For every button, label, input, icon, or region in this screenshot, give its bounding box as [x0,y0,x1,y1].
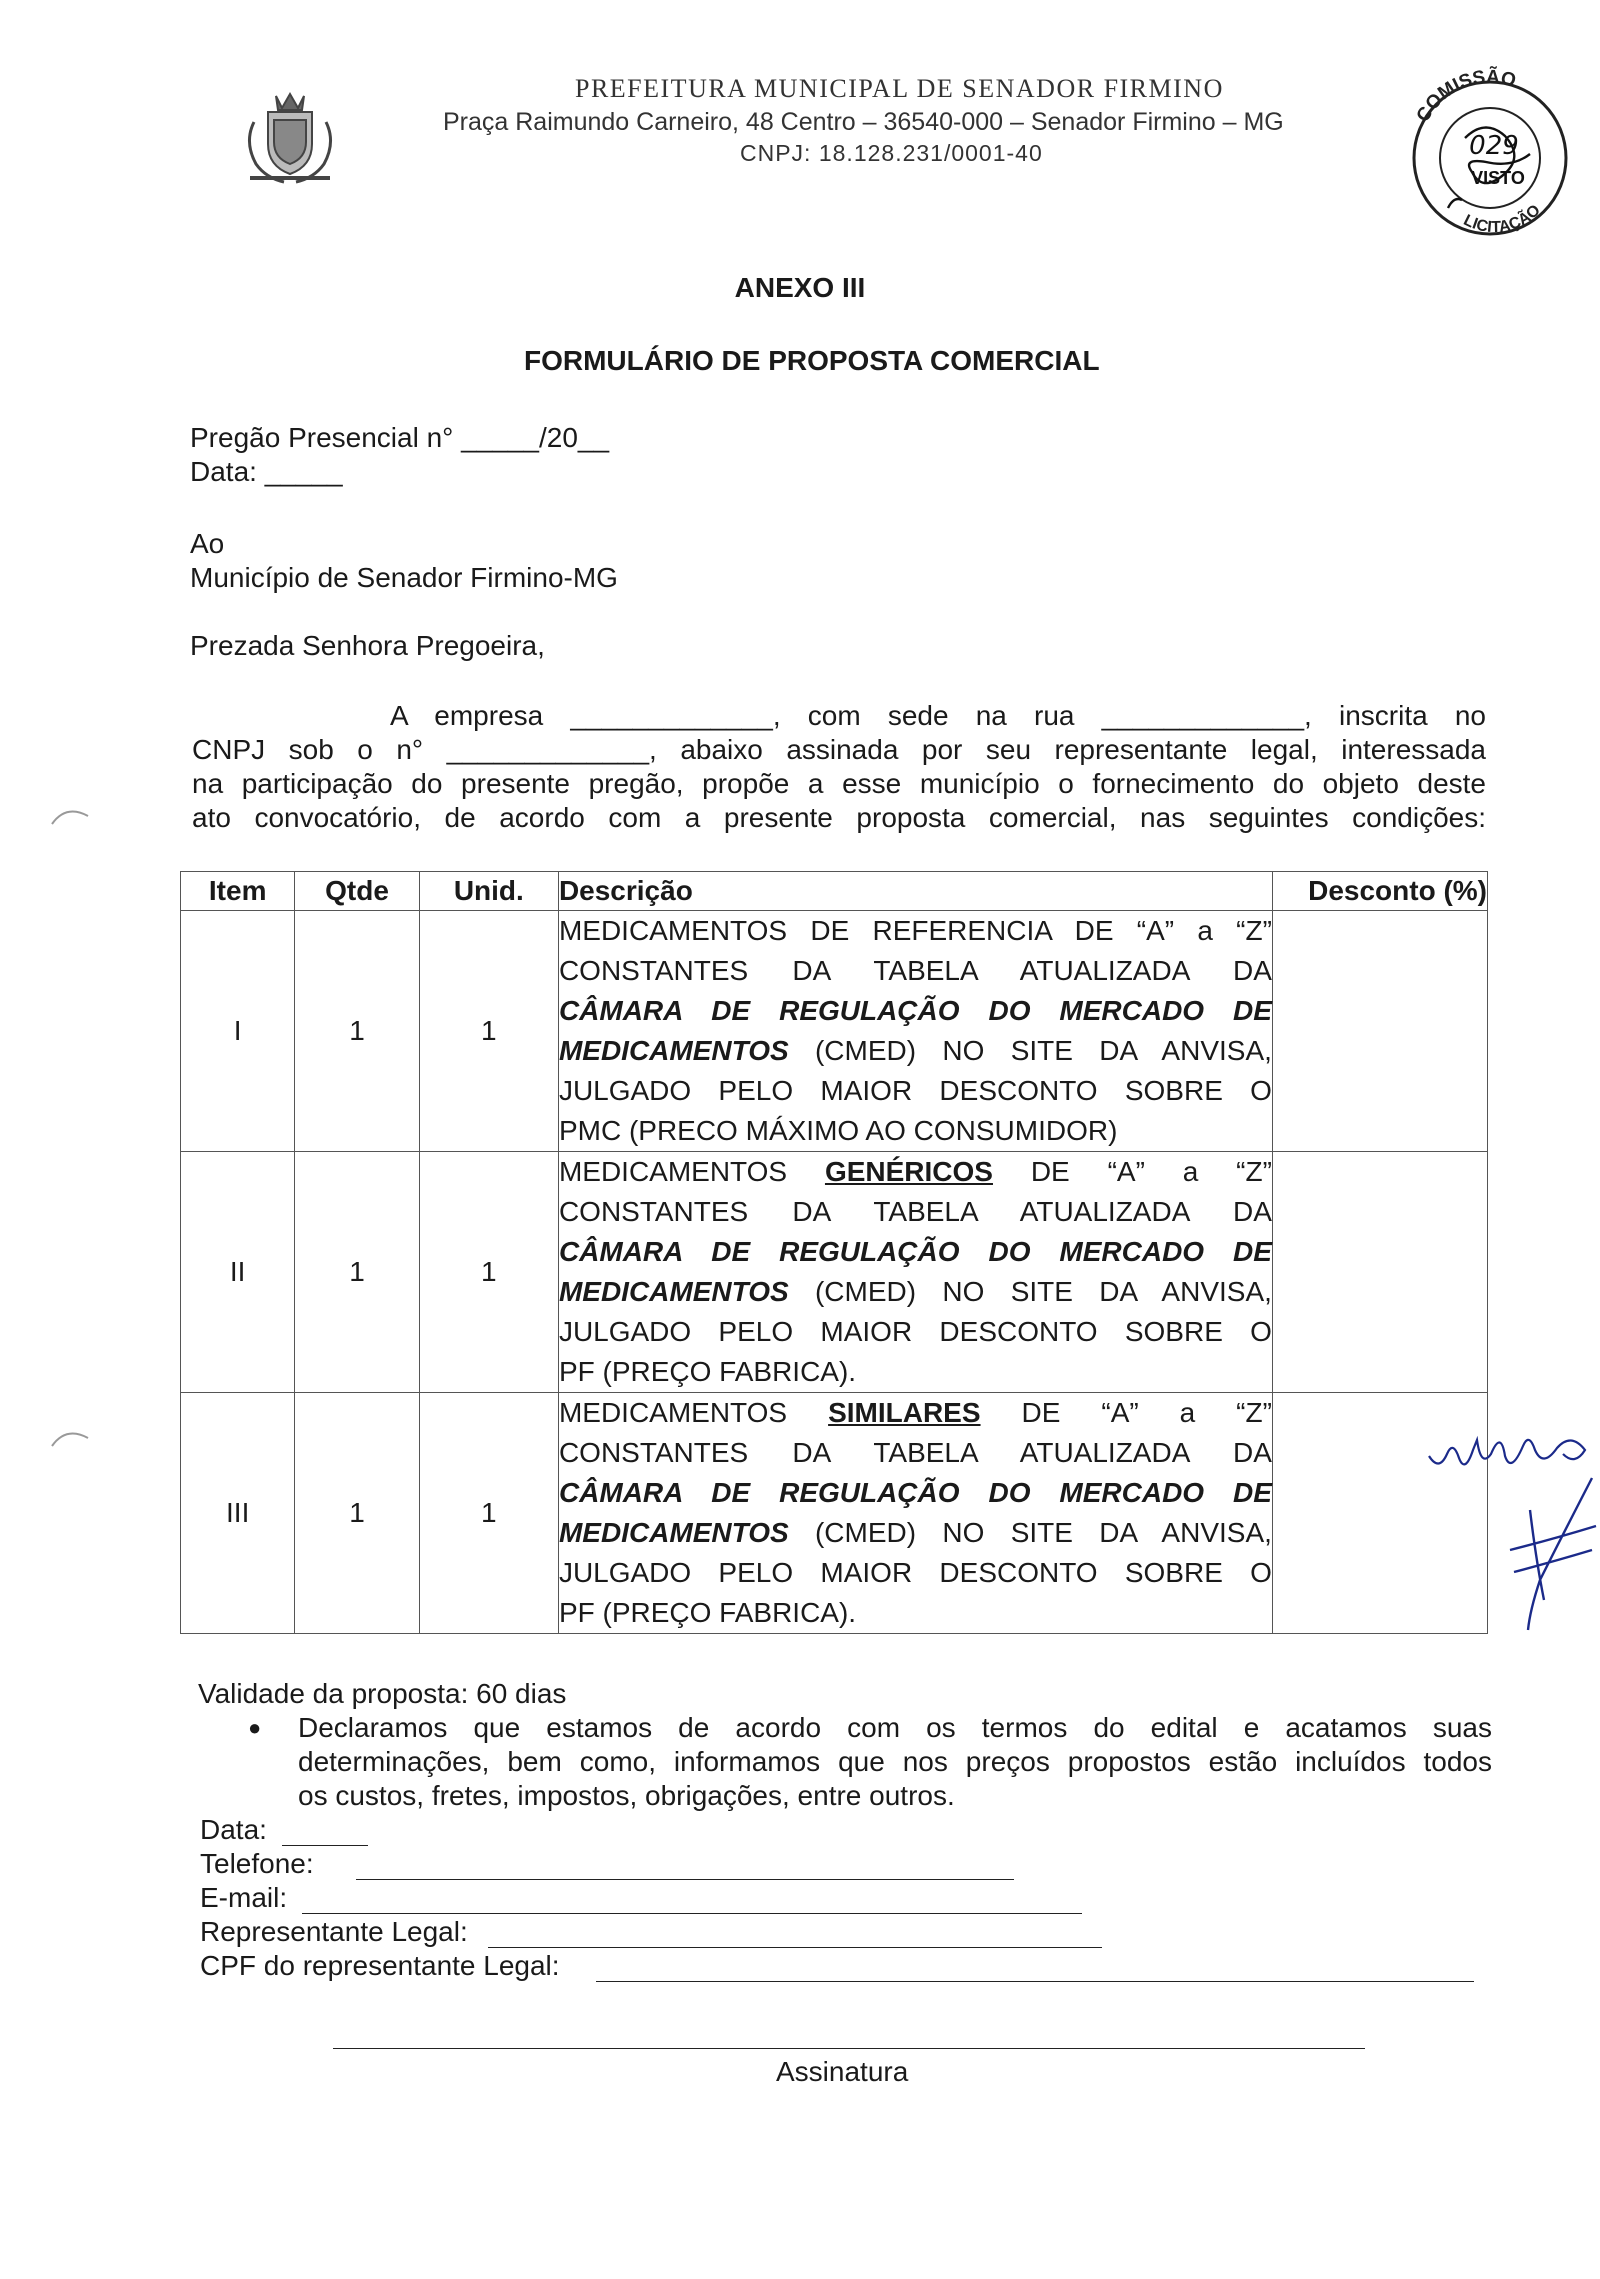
stamp-top-text: COMISSÃO [1412,66,1518,126]
commission-stamp [1390,58,1585,238]
cell-qtde: 1 [295,1152,419,1393]
header-unid: Unid. [419,872,558,911]
table-row [181,1152,1488,1393]
header-desconto: Desconto (%) [1272,872,1487,911]
intro-line-2: CNPJ sob o n° _____________, abaixo assinada por seu representante legal, interessada [192,734,1486,765]
field-cpf-line[interactable] [596,1981,1474,1982]
field-data-line[interactable] [282,1845,368,1846]
intro-line-1: A empresa _____________, com sede na rua _____________, inscrita no [390,700,1486,731]
stamp-number: 029 [1469,131,1519,161]
field-representante-line[interactable] [488,1947,1102,1948]
header-item: Item [181,872,295,911]
table-row [181,911,1488,1152]
validity-text: Validade da proposta: 60 dias [198,1678,567,1709]
cell-description: MEDICAMENTOS DE REFERENCIA DE “A” a “Z” CONSTANTES DA TABELA ATUALIZADA DA CÂMARA DE REGULAÇÃO DO MERCADO DE MEDICAMENTOS (CMED) NO SITE DA ANVISA, JULGADO PELO MAIOR DESCONTO SOBRE O PMC (PRECO MÁXIMO AO CONSUMIDOR) [558,911,1272,1152]
cell-item: III [181,1393,295,1634]
intro-line-3: na participação do presente pregão, propõe a esse município o fornecimento do objeto deste [192,768,1486,799]
svg-text:COMISSÃO [1413,66,1518,126]
table-row [181,1393,1488,1634]
field-data-label: Data: [200,1814,267,1845]
signature-line[interactable] [333,2048,1365,2049]
header-address: Praça Raimundo Carneiro, 48 Centro – 36540-000 – Senador Firmino – MG [443,108,1284,136]
cell-qtde: 1 [295,1393,419,1634]
cell-description: MEDICAMENTOS GENÉRICOS DE “A” a “Z” CONSTANTES DA TABELA ATUALIZADA DA CÂMARA DE REGULAÇÃO DO MERCADO DE MEDICAMENTOS (CMED) NO SITE DA ANVISA, JULGADO PELO MAIOR DESCONTO SOBRE O PF (PREÇO FABRICA). [558,1152,1272,1393]
header-institution: PREFEITURA MUNICIPAL DE SENADOR FIRMINO [575,74,1224,103]
field-email-line[interactable] [302,1913,1082,1914]
margin-mark [50,1422,90,1452]
table-header-row [181,872,1488,911]
cell-item: II [181,1152,295,1393]
intro-line-4: ato convocatório, de acordo com a presente proposta comercial, nas seguintes condições: [192,802,1486,833]
cell-discount-input[interactable] [1272,911,1487,1152]
municipal-crest-icon [240,82,340,192]
field-telefone-line[interactable] [356,1879,1014,1880]
annex-title: ANEXO III [734,272,866,303]
stamp-bottom-text: LICITAÇÃO [1460,201,1544,237]
signature-label: Assinatura [776,2056,909,2087]
header-descricao: Descrição [558,872,1272,911]
cell-unid: 1 [419,1152,558,1393]
field-email-label: E-mail: [200,1882,288,1913]
addressee-municipality: Município de Senador Firmino-MG [190,562,618,593]
stamp-visto: VISTO [1471,168,1525,188]
greeting: Prezada Senhora Pregoeira, [190,630,545,661]
field-telefone-label: Telefone: [200,1848,314,1879]
cell-unid: 1 [419,911,558,1152]
declaration-line-3: os custos, fretes, impostos, obrigações, entre outros. [298,1780,955,1811]
form-title: FORMULÁRIO DE PROPOSTA COMERCIAL [524,345,1100,376]
cell-qtde: 1 [295,911,419,1152]
declaration-line-1: Declaramos que estamos de acordo com os termos do edital e acatamos suas [298,1712,1492,1743]
margin-mark [50,800,90,830]
cell-discount-input[interactable] [1272,1152,1487,1393]
cell-item: I [181,911,295,1152]
handwritten-signature [1500,1470,1600,1640]
header-cnpj: CNPJ: 18.128.231/0001-40 [740,140,1043,166]
items-table [180,871,1488,1634]
cell-unid: 1 [419,1393,558,1634]
bullet-icon: ● [248,1715,262,1740]
field-representante-label: Representante Legal: [200,1916,468,1947]
cell-description: MEDICAMENTOS SIMILARES DE “A” a “Z” CONSTANTES DA TABELA ATUALIZADA DA CÂMARA DE REGULAÇÃO DO MERCADO DE MEDICAMENTOS (CMED) NO SITE DA ANVISA, JULGADO PELO MAIOR DESCONTO SOBRE O PF (PREÇO FABRICA). [558,1393,1272,1634]
header-qtde: Qtde [295,872,419,911]
field-cpf-label: CPF do representante Legal: [200,1950,560,1981]
declaration-line-2: determinações, bem como, informamos que nos preços propostos estão incluídos todos [298,1746,1492,1777]
pregao-number: Pregão Presencial n° _____/20__ [190,422,610,453]
addressee-to: Ao [190,528,225,559]
date-line: Data: _____ [190,456,343,487]
